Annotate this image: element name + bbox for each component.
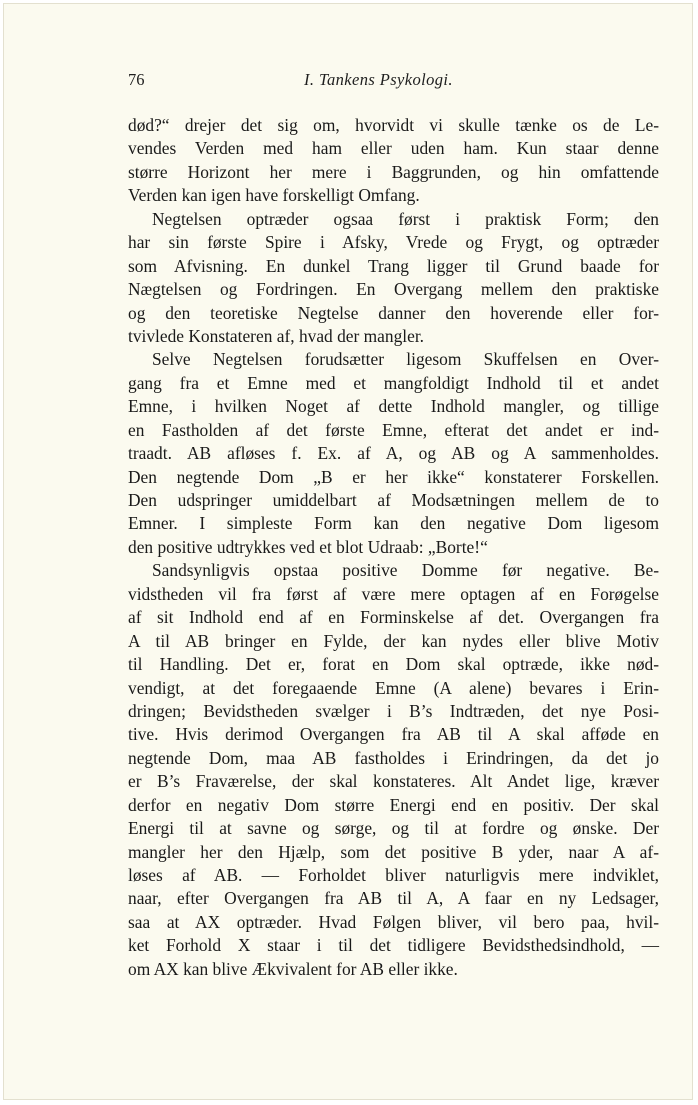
body-text (128, 114, 659, 981)
text-line: en Fastholden af det første Emne, efterat det andet er ind- (128, 419, 659, 440)
text-line: vendes Verden med ham eller uden ham. Kun staar denne (128, 138, 659, 159)
text-line: Den negtende Dom „B er her ikke“ konstaterer Forskellen. (128, 466, 659, 487)
text-line: større Horizont her mere i Baggrunden, og hin omfattende (128, 161, 659, 182)
text-line: derfor en negativ Dom større Energi end en positiv. Der skal (128, 794, 659, 815)
text-line: saa at AX optræder. Hvad Følgen bliver, vil bero paa, hvil- (128, 911, 659, 932)
text-line: død?“ drejer det sig om, hvorvidt vi skulle tænke os de Le- (128, 115, 659, 135)
text-line: naar, efter Overgangen fra AB til A, A faar en ny Ledsager, (128, 888, 659, 909)
text-line: Nægtelsen og Fordringen. En Overgang mellem den praktiske (128, 279, 659, 300)
text-line: er B’s Fraværelse, der skal konstateres. Alt Andet lige, kræver (128, 771, 659, 792)
text-line: og den teoretiske Negtelse danner den hoverende eller for- (128, 302, 659, 323)
text-line: af sit Indhold end af en Forminskelse af det. Overgangen fra (128, 607, 659, 628)
text-line: som Afvisning. En dunkel Trang ligger til Grund baade for (128, 255, 659, 276)
text-line: om AX kan blive Ækvivalent for AB eller ikke. (128, 958, 458, 979)
text-line: Sandsynligvis opstaa positive Domme før negative. Be- (152, 560, 659, 581)
text-line: mangler her den Hjælp, som det positive B yder, naar A af- (128, 841, 659, 862)
text-line: negtende Dom, maa AB fastholdes i Erindringen, da det jo (128, 747, 659, 768)
text-line: dringen; Bevidstheden svælger i B’s Indtræden, det nye Posi- (128, 700, 659, 721)
running-head: I. Tankens Psykologi. (304, 70, 453, 89)
text-line: gang fra et Emne med et mangfoldigt Indhold til et andet (128, 372, 659, 393)
text-line: Emner. I simpleste Form kan den negative Dom ligesom (128, 513, 659, 534)
text-line: tvivlede Konstateren af, hvad der mangler. (128, 325, 425, 346)
text-line: vendigt, at det foregaaende Emne (A alene) bevares i Erin- (128, 677, 659, 698)
book-page (3, 3, 693, 1100)
text-line: Selve Negtelsen forudsætter ligesom Skuffelsen en Over- (152, 349, 659, 370)
text-line: Energi til at savne og sørge, og til at fordre og ønske. Der (128, 818, 659, 839)
text-line: A til AB bringer en Fylde, der kan nydes eller blive Motiv (128, 630, 659, 651)
text-line: tive. Hvis derimod Overgangen fra AB til A skal afføde en (128, 724, 659, 745)
text-line: til Handling. Det er, forat en Dom skal optræde, ikke nød- (128, 654, 659, 675)
text-line: ket Forhold X staar i til det tidligere Bevidsthedsindhold, — (128, 935, 659, 956)
text-line: vidstheden vil fra først af være mere optagen af en Forøgelse (128, 583, 659, 604)
text-line: har sin første Spire i Afsky, Vrede og Frygt, og optræder (128, 232, 659, 253)
text-line: Verden kan igen have forskelligt Omfang. (128, 185, 420, 206)
text-line: Negtelsen optræder ogsaa først i praktisk Form; den (152, 208, 659, 229)
text-line: løses af AB. — Forholdet bliver naturligvis mere indviklet, (128, 865, 659, 885)
text-line: den positive udtrykkes ved et blot Udraab: „Borte!“ (128, 536, 488, 557)
page-number: 76 (128, 70, 145, 89)
page-header (128, 70, 558, 94)
text-line: Emne, i hvilken Noget af dette Indhold mangler, og tillige (128, 396, 659, 417)
text-line: traadt. AB afløses f. Ex. af A, og AB og A sammenholdes. (128, 443, 659, 464)
text-line: Den udspringer umiddelbart af Modsætningen mellem de to (128, 490, 659, 510)
